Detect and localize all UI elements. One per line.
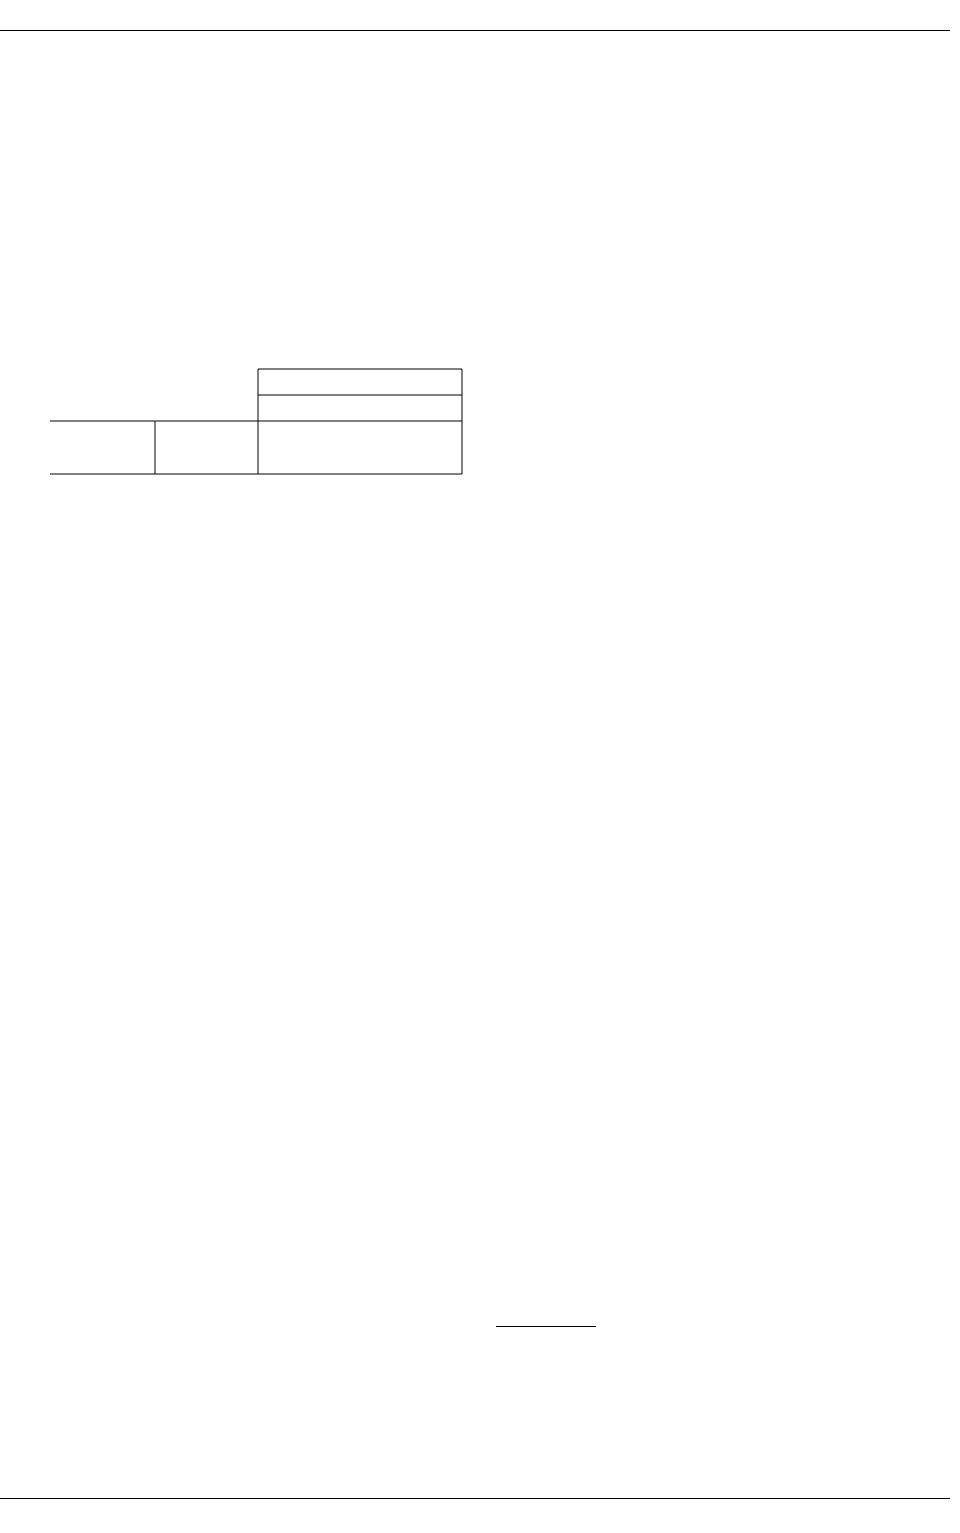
- footer-rule: [0, 1498, 950, 1499]
- rules-table: [50, 366, 470, 476]
- fraction-bar: [496, 1326, 596, 1327]
- p60-formula-fraction: [496, 1326, 596, 1327]
- membership-charts: [0, 160, 960, 310]
- solution-charts: [530, 606, 950, 986]
- page-header: [0, 0, 950, 26]
- header-rule: [0, 30, 950, 31]
